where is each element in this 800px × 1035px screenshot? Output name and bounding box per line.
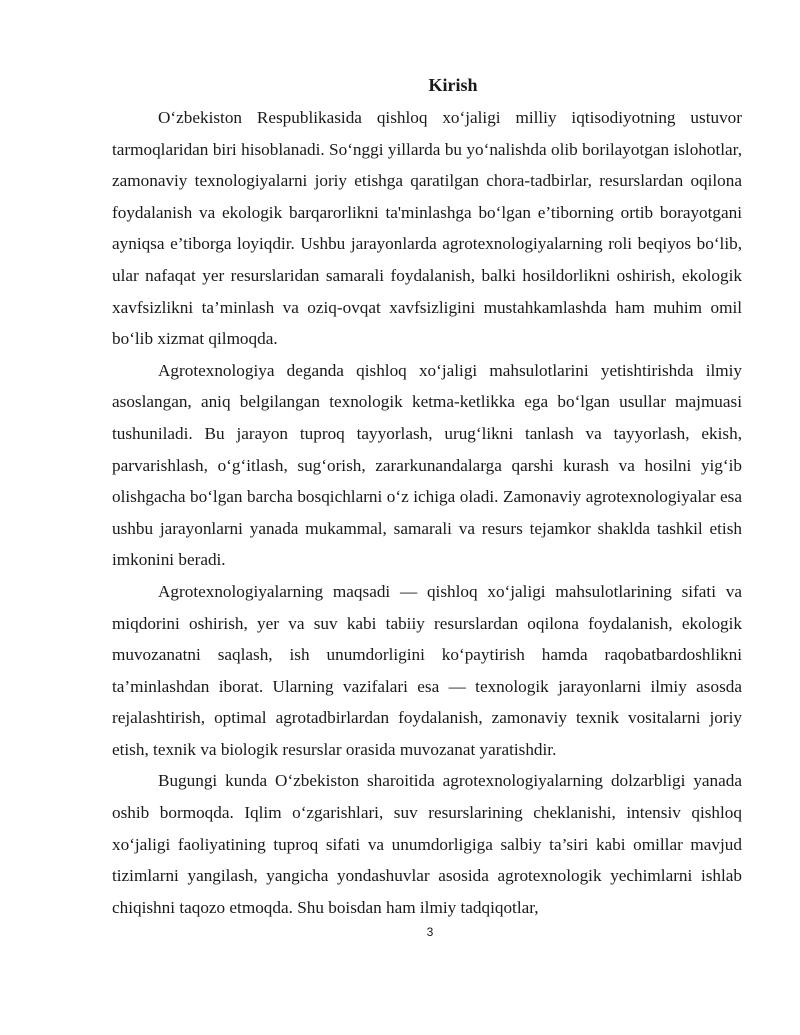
body-text xyxy=(112,102,742,923)
paragraph-4: Bugungi kunda O‘zbekiston sharoitida agrotexnologiyalarning dolzarbligi yanada oshib bormoqda. Iqlim o‘zgarishlari, suv resurslarining cheklanishi, intensiv qishloq xo‘jaligi faoliyatining tuproq sifati va unumdorligiga salbiy ta’siri kabi omillar mavjud tizimlarni yangilash, yangicha yondashuvlar asosida agrotexnologik yechimlarni ishlab chiqishni taqozo etmoqda. Shu boisdan ham ilmiy tadqiqotlar, xyxy=(112,771,742,917)
paragraph-1: O‘zbekiston Respublikasida qishloq xo‘jaligi milliy iqtisodiyotning ustuvor tarmoqlaridan biri hisoblanadi. So‘nggi yillarda bu yo‘nalishda olib borilayotgan islohotlar, zamonaviy texnologiyalarni joriy etishga qaratilgan chora-tadbirlar, resurslardan oqilona foydalanish va ekologik barqarorlikni ta'minlashga bo‘lgan e’tiborning ortib borayotgani ayniqsa e’tiborga loyiqdir. Ushbu jarayonlarda agrotexnologiyalarning roli beqiyos bo‘lib, ular nafaqat yer resurslaridan samarali foydalanish, balki hosildorlikni oshirish, ekologik xavfsizlikni ta’minlash va oziq-ovqat xavfsizligini mustahkamlashda ham muhim omil bo‘lib xizmat qilmoqda. xyxy=(112,108,742,349)
paragraph-3: Agrotexnologiyalarning maqsadi — qishloq xo‘jaligi mahsulotlarining sifati va miqdorini oshirish, yer va suv kabi tabiiy resurslardan oqilona foydalanish, ekologik muvozanatni saqlash, ish unumdorligini ko‘paytirish hamda raqobatbardoshlikni ta’minlashdan iborat. Ularning vazifalari esa — texnologik jarayonlarni ilmiy asosda rejalashtirish, optimal agrotadbirlardan foydalanish, zamonaviy texnik vositalarni joriy etish, texnik va biologik resurslar orasida muvozanat yaratishdir. xyxy=(112,581,742,759)
page-number: 3 xyxy=(426,925,434,939)
section-heading: Kirish xyxy=(428,75,478,95)
paragraph-2: Agrotexnologiya deganda qishloq xo‘jaligi mahsulotlarini yetishtirishda ilmiy asoslangan, aniq belgilangan texnologik ketma-ketlikka ega bo‘lgan usullar majmuasi tushuniladi. Bu jarayon tuproq tayyorlash, urug‘likni tanlash va tayyorlash, ekish, parvarishlash, o‘g‘itlash, sug‘orish, zararkunandalarga qarshi kurash va hosilni yig‘ib olishgacha bo‘lgan barcha bosqichlarni o‘z ichiga oladi. Zamonaviy agrotexnologiyalar esa ushbu jarayonlarni yanada mukammal, samarali va resurs tejamkor shaklda tashkil etish imkonini beradi. xyxy=(112,360,742,570)
